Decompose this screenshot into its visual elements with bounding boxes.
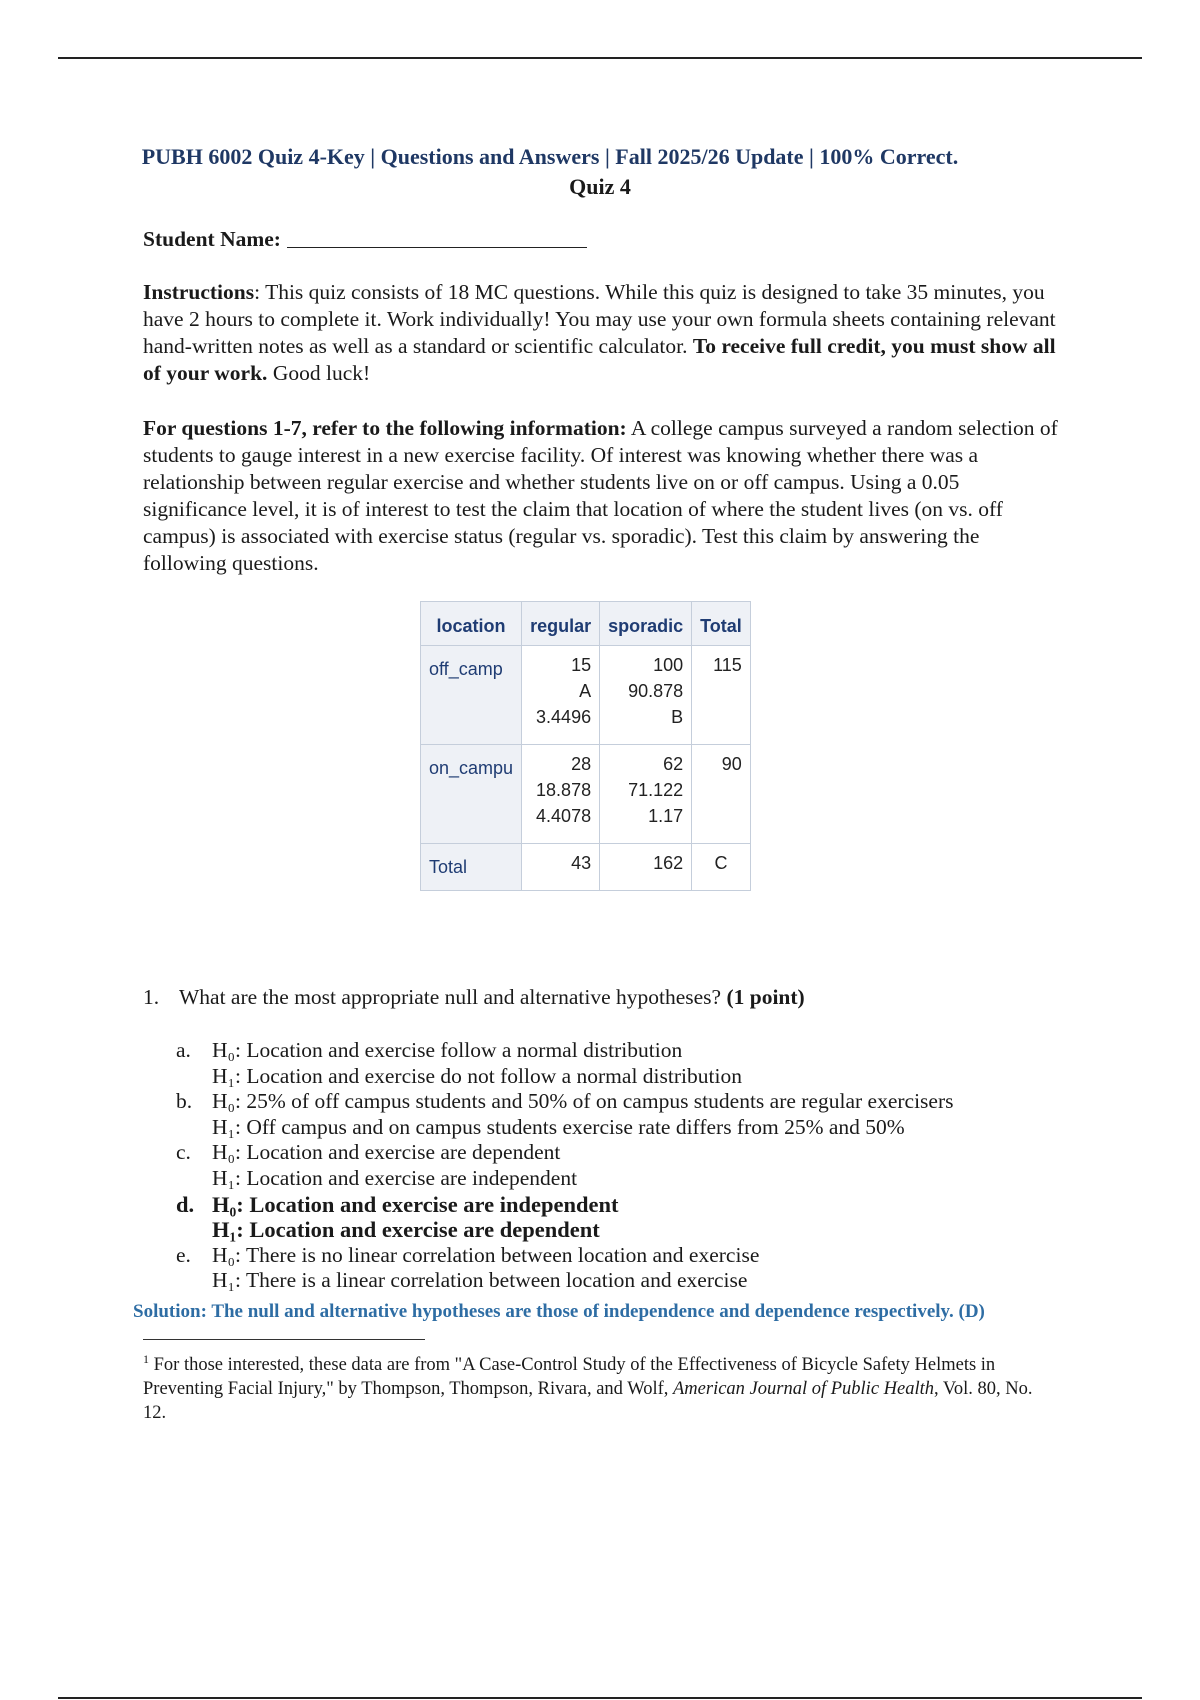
cell-value: 18.878 <box>536 780 592 800</box>
option-d-correct <box>176 1192 953 1243</box>
page-top-rule <box>58 57 1142 59</box>
info-lead: For questions 1-7, refer to the following information: <box>143 416 627 440</box>
cell-value: 4.4078 <box>536 806 592 826</box>
contingency-table <box>420 601 751 891</box>
instructions-paragraph <box>143 279 1058 387</box>
table-row <box>421 646 751 745</box>
option-h0: H₀: There is no linear correlation between location and exercise <box>212 1242 760 1267</box>
option-letter: e. <box>176 1242 191 1267</box>
option-letter: c. <box>176 1140 191 1165</box>
table-cell <box>692 646 751 745</box>
option-h0: H₀: Location and exercise follow a normal distribution <box>212 1038 683 1062</box>
table-cell <box>600 646 692 745</box>
header-location: location <box>421 602 522 646</box>
cell-value: 43 <box>571 853 592 873</box>
row-label: off_camp <box>421 646 522 745</box>
info-paragraph <box>143 415 1058 577</box>
option-h1: H₁: Location and exercise are independent <box>212 1165 578 1190</box>
page-bottom-rule <box>58 1697 1142 1699</box>
student-name-label: Student Name: <box>143 227 281 251</box>
title-line-1: PUBH 6002 Quiz 4-Key | Questions and Answers | Fall 2025/26 Update | 100% Correct. <box>141 144 959 169</box>
question-1 <box>143 985 805 1010</box>
cell-value: 90.878 <box>628 681 684 701</box>
option-h1: H₁: Location and exercise do not follow a normal distribution <box>212 1063 742 1088</box>
cell-value: A <box>579 681 592 701</box>
footnote-tail: , Vol. 80, No. 12. <box>143 1379 1033 1424</box>
title-line-2: Quiz 4 <box>569 174 631 199</box>
cell-value: 15 <box>571 655 592 675</box>
instructions-tail: Good luck! <box>267 361 371 385</box>
table-row <box>421 745 751 844</box>
option-e <box>176 1243 953 1294</box>
instructions-label: Instructions <box>143 280 255 304</box>
footnote-mark: 1 <box>143 1352 149 1366</box>
header-regular: regular <box>522 602 600 646</box>
option-h1: H₁: Off campus and on campus students exercise rate differs from 25% and 50% <box>212 1114 905 1139</box>
student-name-row <box>143 226 1058 253</box>
cell-value: B <box>671 707 684 727</box>
header-sporadic: sporadic <box>600 602 692 646</box>
row-label: on_campu <box>421 745 522 844</box>
student-name-blank <box>287 247 587 248</box>
cell-value: 162 <box>653 853 684 873</box>
option-letter: a. <box>176 1038 191 1062</box>
table-cell <box>522 844 600 891</box>
option-c <box>176 1140 953 1191</box>
cell-value: 28 <box>571 754 592 774</box>
footnote <box>143 1347 1058 1425</box>
question-number: 1. <box>143 985 160 1009</box>
table-cell <box>522 646 600 745</box>
option-h0: H₀: Location and exercise are dependent <box>212 1140 561 1165</box>
info-text: A college campus surveyed a random selection of students to gauge interest in a new exercise facility. Of interest was knowing whether there was a relationship between regular exercise and whether students live on or off campus. Using a 0.05 significance level, it is of interest to test the claim that location of where the student lives (on vs. off campus) is associated with exercise status (regular vs. sporadic). Test this claim by answering the following questions. <box>143 416 1058 575</box>
instructions-bold: To receive full credit, you must show all of your work. <box>143 334 1056 385</box>
answer-options <box>176 1038 953 1294</box>
table-cell <box>692 745 751 844</box>
table-cell <box>522 745 600 844</box>
table-cell <box>692 844 751 891</box>
table-cell <box>600 844 692 891</box>
cell-value: 100 <box>653 655 684 675</box>
option-h1: H₁: There is a linear correlation between location and exercise <box>212 1268 748 1293</box>
row-label: Total <box>421 844 522 891</box>
header-total: Total <box>692 602 751 646</box>
option-a <box>176 1038 953 1089</box>
cell-value: C <box>714 853 728 873</box>
footnote-text: For those interested, these data are from "A Case-Control Study of the Effectiveness of Bicycle Safety Helmets in Preventing Facial Injury," by Thompson, Thompson, Rivara, and Wolf, <box>143 1355 996 1400</box>
table-cell <box>600 745 692 844</box>
option-letter: d. <box>176 1191 195 1217</box>
cell-value: 90 <box>721 754 742 774</box>
footnote-rule <box>143 1339 425 1340</box>
cell-value: 115 <box>713 655 742 675</box>
option-h0: H₀: Location and exercise are independent <box>212 1191 619 1217</box>
instructions-text: : This quiz consists of 18 MC questions. While this quiz is designed to take 35 minutes, you have 2 hours to complete it. Work individually! You may use your own formula sheets containing relevant hand-written notes as well as a standard or scientific calculator. <box>143 280 1056 358</box>
cell-value: 3.4496 <box>536 707 592 727</box>
option-h0: H₀: 25% of off campus students and 50% of on campus students are regular exercisers <box>212 1089 954 1114</box>
option-b <box>176 1089 953 1140</box>
question-points: (1 point) <box>726 985 805 1009</box>
table-header-row <box>421 602 751 646</box>
solution-text: Solution: The null and alternative hypotheses are those of independence and dependence respectively. (D) <box>133 1301 985 1322</box>
footnote-journal: American Journal of Public Health <box>673 1379 935 1400</box>
option-letter: b. <box>176 1089 193 1114</box>
table-row <box>421 844 751 891</box>
cell-value: 1.17 <box>648 806 684 826</box>
cell-value: 71.122 <box>628 780 684 800</box>
question-text: What are the most appropriate null and alternative hypotheses? <box>179 985 727 1009</box>
cell-value: 62 <box>663 754 684 774</box>
option-h1: H₁: Location and exercise are dependent <box>212 1217 600 1243</box>
document-title <box>0 144 1200 200</box>
